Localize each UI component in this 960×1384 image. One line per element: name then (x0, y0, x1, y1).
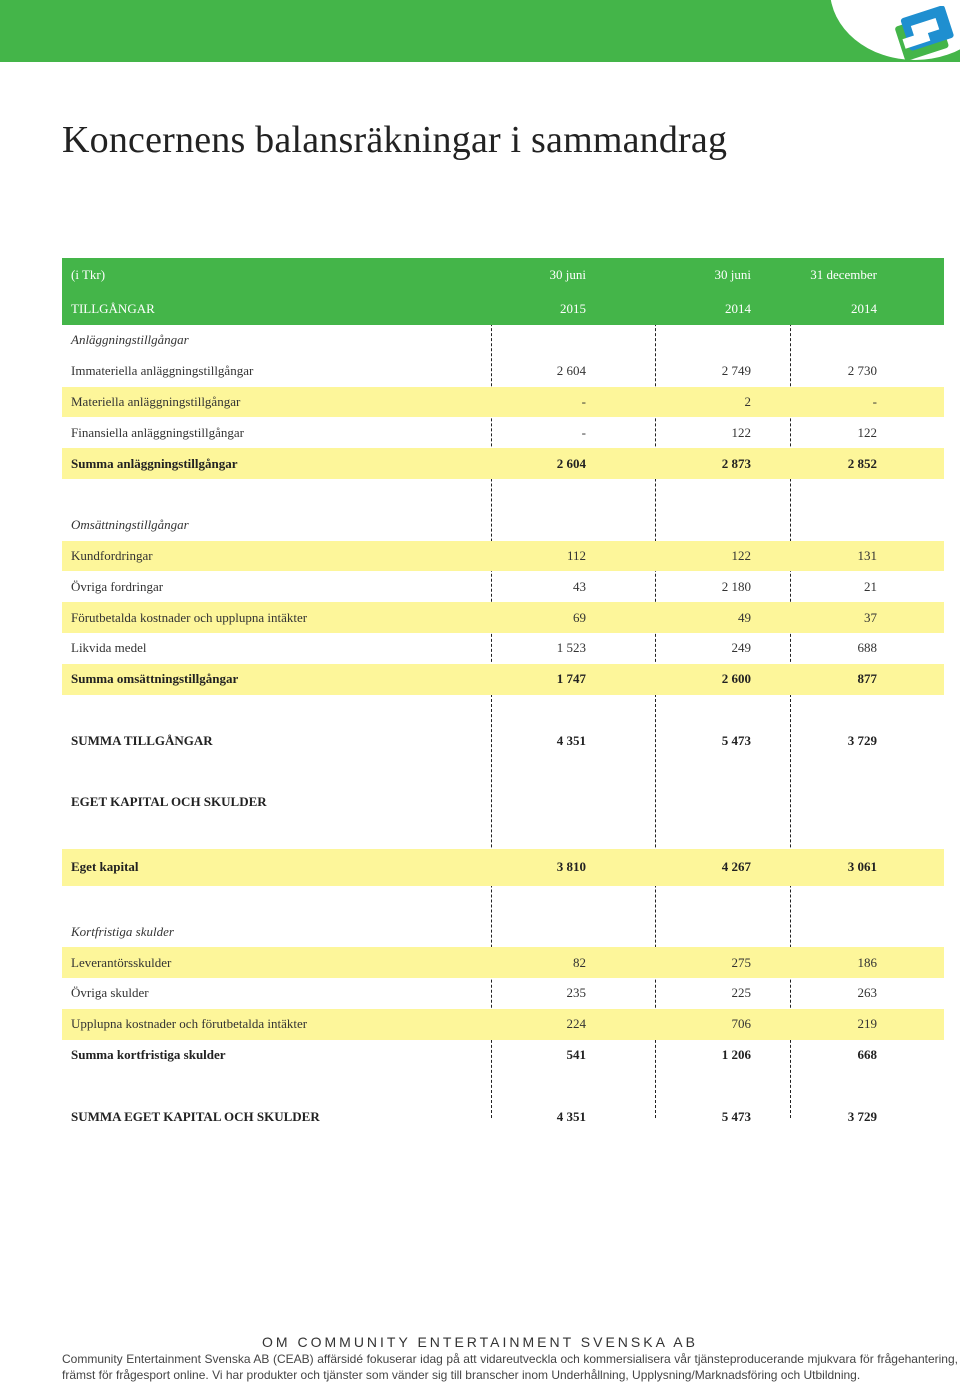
row-value: 4 351 (556, 1108, 586, 1124)
row-label: Förutbetalda kostnader och upplupna intäkter (71, 609, 308, 625)
row-value: 2 730 (847, 363, 877, 379)
row-value: - (872, 393, 877, 409)
table-spacer (62, 886, 944, 917)
row-value: 82 (573, 954, 586, 970)
row-value: 541 (566, 1046, 586, 1062)
row-value: 5 473 (721, 732, 751, 748)
row-label: SUMMA TILLGÅNGAR (71, 732, 213, 748)
row-value: - (581, 393, 586, 409)
company-logo-icon (890, 6, 960, 62)
row-value: 21 (864, 578, 877, 594)
row-label: Omsättningstillgångar (71, 517, 189, 533)
row-value: 1 523 (556, 640, 586, 656)
row-value: 43 (573, 578, 586, 594)
row-value: 225 (731, 985, 751, 1001)
table-spacer (62, 756, 944, 787)
table-row (62, 1101, 944, 1132)
row-value: 249 (731, 640, 751, 656)
row-value: 37 (864, 609, 877, 625)
row-label: Summa kortfristiga skulder (71, 1046, 226, 1062)
table-row (62, 978, 944, 1009)
row-value: 219 (857, 1016, 877, 1032)
table-row (62, 1040, 944, 1071)
table-row (62, 787, 944, 818)
row-value: 2 604 (556, 363, 586, 379)
row-value: - (581, 424, 586, 440)
row-value: 668 (857, 1046, 877, 1062)
row-value: 3 810 (556, 859, 586, 875)
row-label: Övriga fordringar (71, 578, 164, 594)
row-value: 706 (731, 1016, 751, 1032)
table-spacer (62, 479, 944, 510)
row-value: 4 267 (721, 859, 751, 875)
header-col-3-date: 31 december (810, 267, 877, 282)
row-label: Leverantörsskulder (71, 954, 172, 970)
row-value: 1 206 (721, 1046, 751, 1062)
row-value: 275 (731, 954, 751, 970)
row-value: 112 (566, 547, 586, 563)
table-row (62, 947, 944, 978)
table-row (62, 633, 944, 664)
row-value: 5 473 (721, 1108, 751, 1124)
row-label: Immateriella anläggningstillgångar (71, 363, 254, 379)
footer-heading: OM COMMUNITY ENTERTAINMENT SVENSKA AB (262, 1334, 698, 1350)
table-row (62, 387, 944, 418)
row-label: Summa omsättningstillgångar (71, 671, 239, 687)
row-value: 131 (857, 547, 877, 563)
table-row (62, 417, 944, 448)
row-value: 2 873 (721, 455, 751, 471)
table-header-row (62, 292, 944, 325)
row-value: 122 (857, 424, 877, 440)
row-value: 235 (566, 985, 586, 1001)
footer-description: Community Entertainment Svenska AB (CEAB) affärsidé fokuserar idag på att vidareutveckla och kommersialisera vår tjänsteproducerande mjukvara för frågehantering, främst för frågesport online. Vi har produkter och tjänster som vänder sig till branscher inom Underhållning, Upplysning/Marknadsföring och Utbildning. (62, 1352, 958, 1382)
row-label: SUMMA EGET KAPITAL OCH SKULDER (71, 1108, 320, 1124)
row-label: Kortfristiga skulder (71, 923, 174, 939)
row-value: 2 (744, 393, 751, 409)
balance-sheet-table (62, 258, 944, 1132)
row-label: Övriga skulder (71, 985, 149, 1001)
row-value: 2 604 (556, 455, 586, 471)
table-row (62, 325, 944, 356)
row-value: 3 729 (847, 1108, 877, 1124)
row-value: 186 (857, 954, 877, 970)
row-label: Kundfordringar (71, 547, 153, 563)
page-title: Koncernens balansräkningar i sammandrag (62, 119, 728, 161)
header-col-2-date: 30 juni (714, 267, 751, 282)
row-value: 69 (573, 609, 586, 625)
table-row (62, 448, 944, 479)
row-label: EGET KAPITAL OCH SKULDER (71, 794, 267, 810)
table-spacer (62, 695, 944, 726)
header-col-2-year: 2014 (725, 300, 751, 316)
row-value: 3 061 (847, 859, 877, 875)
row-value: 2 852 (847, 455, 877, 471)
row-value: 688 (857, 640, 877, 656)
row-value: 122 (731, 424, 751, 440)
table-spacer (62, 1070, 944, 1101)
header-col-3-year: 2014 (851, 300, 877, 316)
table-header-row (62, 258, 944, 292)
header-col-1-date: 30 juni (549, 267, 586, 282)
table-row (62, 510, 944, 541)
row-value: 49 (738, 609, 751, 625)
table-spacer (62, 818, 944, 849)
row-value: 2 600 (721, 671, 751, 687)
row-value: 4 351 (556, 732, 586, 748)
row-value: 2 180 (721, 578, 751, 594)
table-row (62, 356, 944, 387)
table-row (62, 541, 944, 572)
row-label: Materiella anläggningstillgångar (71, 393, 241, 409)
row-label: Upplupna kostnader och förutbetalda intäkter (71, 1016, 308, 1032)
row-value: 122 (731, 547, 751, 563)
row-label: Anläggningstillgångar (71, 332, 189, 348)
table-row (62, 725, 944, 756)
row-value: 2 749 (721, 363, 751, 379)
table-row (62, 916, 944, 947)
row-value: 3 729 (847, 732, 877, 748)
table-row (62, 571, 944, 602)
row-value: 224 (566, 1016, 586, 1032)
row-value: 877 (857, 671, 877, 687)
row-label: Summa anläggningstillgångar (71, 455, 238, 471)
top-banner (0, 0, 960, 62)
table-row (62, 602, 944, 633)
table-row (62, 1009, 944, 1040)
row-label: Finansiella anläggningstillgångar (71, 424, 244, 440)
row-label: Eget kapital (71, 859, 139, 875)
header-section: TILLGÅNGAR (71, 300, 155, 316)
row-label: Likvida medel (71, 640, 147, 656)
table-row (62, 664, 944, 695)
header-col-1-year: 2015 (560, 300, 586, 316)
row-value: 1 747 (556, 671, 586, 687)
row-value: 263 (857, 985, 877, 1001)
header-unit: (i Tkr) (71, 267, 106, 282)
table-row (62, 849, 944, 886)
